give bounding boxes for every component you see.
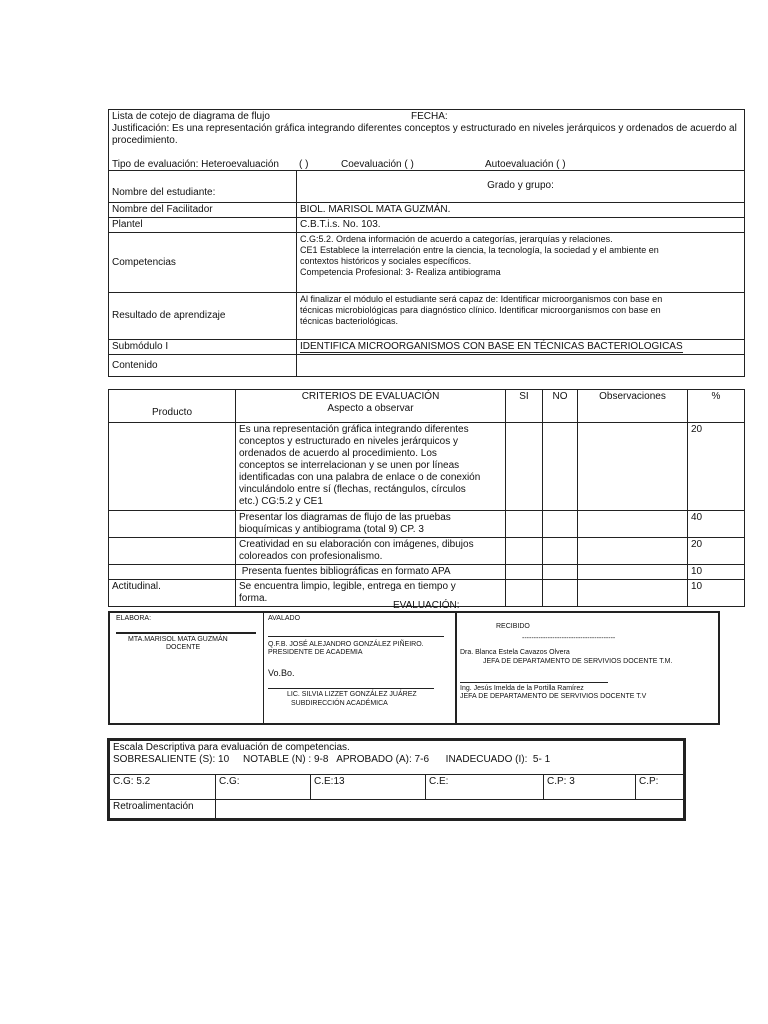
criteria-line: bioquímicas y antibiograma (total 9) CP. 3	[239, 524, 424, 535]
rec2-name: Ing. Jesús Imelda de la Portilla Ramírez	[460, 685, 584, 692]
no-cell[interactable]	[543, 580, 578, 607]
info-table	[108, 109, 745, 377]
facilitador-value: BIOL. MARISOL MATA GUZMÁN.	[297, 203, 745, 218]
producto-header: Producto	[109, 390, 236, 423]
avalado-signature-line	[268, 636, 444, 637]
avalado-role: PRESIDENTE DE ACADEMIA	[268, 649, 363, 656]
competencia-line: C.G:5.2. Ordena información de acuerdo a categorías, jerarquías y relaciones.	[300, 234, 613, 244]
aspecto-label: Aspecto a observar	[327, 403, 414, 414]
elabora-label: ELABORA:	[116, 615, 152, 622]
evaluacion-title: EVALUACIÓN:	[393, 600, 460, 611]
competency-cell: C.P:	[636, 775, 684, 800]
criteria-line: vinculándolo entre sí (flechas, rectángulos, círculos	[239, 484, 466, 495]
observaciones-cell[interactable]	[578, 580, 688, 607]
heteroeval-box: ( )	[299, 159, 309, 170]
list-title: Lista de cotejo de diagrama de flujo	[112, 111, 270, 122]
competencia-line: CE1 Establece la interrelación entre la ciencia, la tecnología, la sociedad y el ambiente en	[300, 245, 659, 255]
recibido-label: RECIBIDO	[496, 623, 530, 630]
justification: Justificación: Es una representación gráfica integrando diferentes conceptos y estructurado en niveles jerárquicos y ordenados de acuerdo al procedimiento.	[112, 123, 737, 146]
escala-table	[107, 738, 686, 821]
row-label: Actitudinal.	[109, 580, 236, 607]
row-label	[109, 565, 236, 580]
rec1-role: JEFA DE DEPARTAMENTO DE SERVIVIOS DOCENTE T.M.	[483, 658, 673, 665]
vobo-label: Vo.Bo.	[268, 668, 295, 678]
autoeval-label: Autoevaluación ( )	[485, 159, 566, 170]
competencia-line: Competencia Profesional: 3- Realiza antibiograma	[300, 267, 501, 277]
resultado-line: técnicas microbiológicas para diagnóstico clínico. Identificar microorganismos con base en	[300, 305, 661, 315]
no-cell[interactable]	[543, 565, 578, 580]
criteria-table	[108, 389, 745, 604]
percent-cell: 20	[688, 423, 745, 511]
rec2-signature-line	[460, 682, 608, 683]
competency-cell: C.E:	[426, 775, 544, 800]
criteria-line: identificadas con una palabra de enlace o de conexión	[239, 472, 481, 483]
criteria-line: ordenados de acuerdo al procedimiento. Los	[239, 448, 437, 459]
escala-scale: SOBRESALIENTE (S): 10 NOTABLE (N) : 9-8 APROBADO (A): 7-6 INADECUADO (I): 5- 1	[113, 754, 551, 765]
competency-cell: C.G:	[216, 775, 311, 800]
facilitador-label: Nombre del Facilitador	[109, 203, 297, 218]
criteria-line: Es una representación gráfica integrando diferentes	[239, 424, 469, 435]
criterios-title: CRITERIOS DE EVALUACIÓN	[301, 391, 440, 402]
plantel-value: C.B.T.i.s. No. 103.	[297, 218, 745, 233]
no-header: NO	[543, 390, 578, 423]
competencia-line: contextos históricos y sociales específicos.	[300, 256, 472, 266]
competency-cell: C.G: 5.2	[110, 775, 216, 800]
tipo-eval-label: Tipo de evaluación: Heteroevaluación	[112, 159, 279, 170]
rec2-role: JEFA DE DEPARTAMENTO DE SERVIVIOS DOCENTE T.V	[460, 693, 647, 700]
submodulo-label: Submódulo I	[109, 340, 297, 355]
resultado-value	[297, 293, 745, 340]
signature-block	[108, 611, 720, 725]
elabora-name: MTA.MARISOL MATA GUZMÁN	[128, 636, 228, 643]
vobo-signature-line	[268, 688, 434, 689]
recibido-dashes: ----------------------------------------	[522, 635, 616, 642]
header-cell	[109, 110, 745, 171]
criteria-text	[236, 565, 506, 580]
criteria-text	[236, 538, 506, 565]
plantel-label: Plantel	[109, 218, 297, 233]
si-cell[interactable]	[506, 423, 543, 511]
competencias-label: Competencias	[109, 233, 297, 293]
elabora-signature-line	[116, 632, 256, 634]
criteria-line: Presenta fuentes bibliográficas en formato APA	[239, 566, 451, 577]
retro-value[interactable]	[216, 800, 684, 819]
grado-label: Grado y grupo:	[297, 171, 745, 203]
fecha-label: FECHA:	[411, 111, 448, 122]
si-header: SI	[506, 390, 543, 423]
vobo-role: SUBDIRECCIÓN ACADÉMICA	[291, 700, 388, 707]
no-cell[interactable]	[543, 423, 578, 511]
contenido-value	[297, 355, 745, 377]
criteria-text	[236, 580, 506, 607]
percent-cell: 10	[688, 565, 745, 580]
competencias-value	[297, 233, 745, 293]
criteria-line: conceptos se interrelacionan y se unen por líneas	[239, 460, 460, 471]
contenido-label: Contenido	[109, 355, 297, 377]
row-label	[109, 423, 236, 511]
criteria-line: Creatividad en su elaboración con imágenes, dibujos	[239, 539, 474, 550]
percent-cell: 40	[688, 511, 745, 538]
percent-cell: 20	[688, 538, 745, 565]
criteria-line: etc.) CG:5.2 y CE1	[239, 496, 323, 507]
escala-title: Escala Descriptiva para evaluación de competencias.	[113, 742, 350, 753]
si-cell[interactable]	[506, 511, 543, 538]
no-cell[interactable]	[543, 511, 578, 538]
avalado-label: AVALADO	[268, 615, 301, 622]
si-cell[interactable]	[506, 580, 543, 607]
row-label	[109, 511, 236, 538]
competency-cell: C.P: 3	[544, 775, 636, 800]
observaciones-header: Observaciones	[578, 390, 688, 423]
criteria-line: conceptos y estructurado en niveles jerárquicos y	[239, 436, 459, 447]
criterios-header	[236, 390, 506, 423]
elabora-role: DOCENTE	[166, 644, 201, 651]
criteria-line: Se encuentra limpio, legible, entrega en tiempo y	[239, 581, 456, 592]
escala-header	[110, 741, 684, 775]
student-label: Nombre del estudiante:	[109, 171, 297, 203]
competency-cell: C.E:13	[311, 775, 426, 800]
avalado-name: Q.F.B. JOSÉ ALEJANDRO GONZÁLEZ PIÑEIRO.	[268, 641, 424, 648]
retro-label: Retroalimentación	[110, 800, 216, 819]
criteria-line: coloreados con profesionalismo.	[239, 551, 383, 562]
criteria-text	[236, 511, 506, 538]
percent-cell: 10	[688, 580, 745, 607]
rec1-name: Dra. Blanca Estela Cavazos Olvera	[460, 649, 570, 656]
resultado-line: Al finalizar el módulo el estudiante será capaz de: Identificar microorganismos con base en	[300, 294, 663, 304]
si-cell[interactable]	[506, 565, 543, 580]
si-cell[interactable]	[506, 538, 543, 565]
percent-header: %	[688, 390, 745, 423]
no-cell[interactable]	[543, 538, 578, 565]
observaciones-cell[interactable]	[578, 423, 688, 511]
criteria-text	[236, 423, 506, 511]
criteria-line: Presentar los diagramas de flujo de las pruebas	[239, 512, 451, 523]
observaciones-cell[interactable]	[578, 538, 688, 565]
submodulo-text: IDENTIFICA MICROORGANISMOS CON BASE EN TÉCNICAS BACTERIOLOGICAS	[300, 341, 683, 352]
submodulo-value	[297, 340, 745, 355]
row-label	[109, 538, 236, 565]
observaciones-cell[interactable]	[578, 511, 688, 538]
resultado-label: Resultado de aprendizaje	[109, 293, 297, 340]
resultado-line: técnicas bacteriológicas.	[300, 316, 399, 326]
criteria-line: forma.	[239, 593, 268, 604]
vobo-name: LIC. SILVIA LIZZET GONZÁLEZ JUÁREZ	[287, 691, 417, 698]
coeval-label: Coevaluación ( )	[341, 159, 414, 170]
observaciones-cell[interactable]	[578, 565, 688, 580]
